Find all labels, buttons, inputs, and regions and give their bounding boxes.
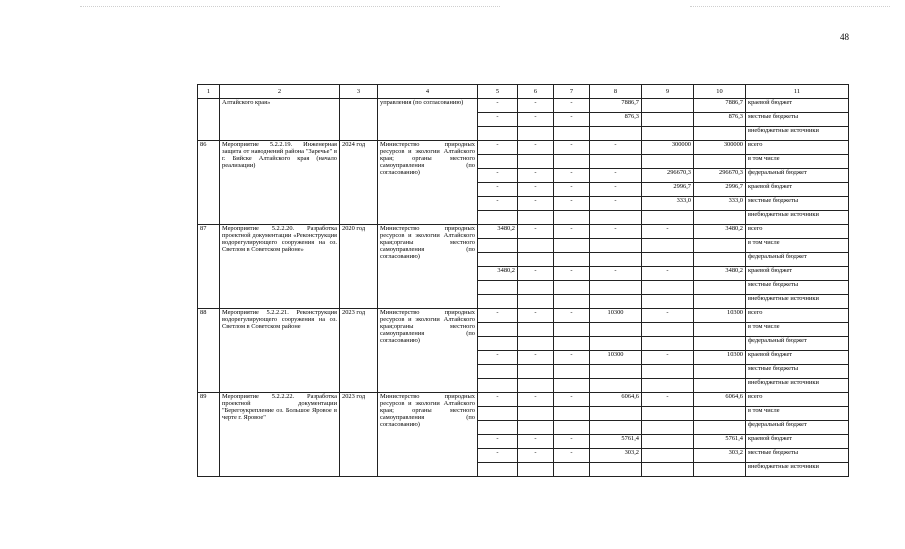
- amount-cell: 303,2: [590, 449, 642, 463]
- amount-cell: [518, 323, 554, 337]
- amount-cell: -: [518, 141, 554, 155]
- amount-cell: [478, 295, 518, 309]
- amount-cell: 3480,2: [694, 225, 746, 239]
- amount-cell: 5761,4: [694, 435, 746, 449]
- amount-cell: -: [554, 141, 590, 155]
- amount-cell: -: [518, 449, 554, 463]
- funding-source-cell: краевой бюджет: [746, 351, 849, 365]
- amount-cell: 10300: [590, 351, 642, 365]
- amount-cell: -: [590, 267, 642, 281]
- amount-cell: 10300: [694, 309, 746, 323]
- activity-name-cell: Алтайского края»: [220, 99, 340, 141]
- amount-cell: [642, 463, 694, 477]
- executor-cell: Министерство природных ресурсов и экологии Алтайского края; органы местного самоуправления (по согласованию): [378, 393, 478, 477]
- table-row: [198, 309, 849, 323]
- row-number-cell: [198, 99, 220, 141]
- amount-cell: [642, 435, 694, 449]
- amount-cell: [554, 463, 590, 477]
- funding-source-cell: в том числе: [746, 239, 849, 253]
- funding-source-cell: местные бюджеты: [746, 113, 849, 127]
- amount-cell: [590, 407, 642, 421]
- amount-cell: -: [554, 393, 590, 407]
- amount-cell: [554, 211, 590, 225]
- amount-cell: -: [642, 225, 694, 239]
- amount-cell: -: [554, 435, 590, 449]
- amount-cell: -: [642, 309, 694, 323]
- amount-cell: [642, 421, 694, 435]
- amount-cell: [642, 253, 694, 267]
- amount-cell: [518, 407, 554, 421]
- amount-cell: [478, 253, 518, 267]
- funding-source-cell: федеральный бюджет: [746, 169, 849, 183]
- funding-source-cell: внебюджетные источники: [746, 463, 849, 477]
- amount-cell: 300000: [694, 141, 746, 155]
- amount-cell: [478, 281, 518, 295]
- amount-cell: 296670,3: [694, 169, 746, 183]
- amount-cell: [590, 253, 642, 267]
- amount-cell: [554, 295, 590, 309]
- amount-cell: [642, 211, 694, 225]
- amount-cell: [590, 421, 642, 435]
- amount-cell: [478, 365, 518, 379]
- funding-source-cell: внебюджетные источники: [746, 127, 849, 141]
- amount-cell: [694, 239, 746, 253]
- amount-cell: -: [478, 435, 518, 449]
- funding-source-cell: краевой бюджет: [746, 99, 849, 113]
- funding-source-cell: внебюджетные источники: [746, 295, 849, 309]
- funding-source-cell: всего: [746, 141, 849, 155]
- amount-cell: [554, 407, 590, 421]
- amount-cell: 7886,7: [590, 99, 642, 113]
- column-header: 3: [340, 85, 378, 99]
- amount-cell: [694, 211, 746, 225]
- table-row: [198, 99, 849, 113]
- column-header: 9: [642, 85, 694, 99]
- amount-cell: -: [518, 267, 554, 281]
- amount-cell: -: [478, 183, 518, 197]
- amount-cell: [590, 281, 642, 295]
- funding-source-cell: всего: [746, 225, 849, 239]
- amount-cell: [694, 463, 746, 477]
- activity-name-cell: Мероприятие 5.2.2.22. Разработка проектной документации "Берегоукрепление оз. Большое Яровое в черте г. Яровое": [220, 393, 340, 477]
- table-row: [198, 225, 849, 239]
- amount-cell: [478, 211, 518, 225]
- amount-cell: -: [590, 141, 642, 155]
- amount-cell: [642, 407, 694, 421]
- column-header: 5: [478, 85, 518, 99]
- amount-cell: [642, 281, 694, 295]
- amount-cell: [518, 127, 554, 141]
- amount-cell: [642, 379, 694, 393]
- amount-cell: 876,3: [590, 113, 642, 127]
- amount-cell: [590, 155, 642, 169]
- funding-source-cell: краевой бюджет: [746, 267, 849, 281]
- funding-source-cell: местные бюджеты: [746, 449, 849, 463]
- activity-name-cell: Мероприятие 5.2.2.21. Реконструкция водорегулирующего сооружения на оз. Светлом в Советском районе: [220, 309, 340, 393]
- amount-cell: -: [518, 225, 554, 239]
- amount-cell: -: [478, 309, 518, 323]
- amount-cell: [478, 421, 518, 435]
- amount-cell: 6064,6: [590, 393, 642, 407]
- amount-cell: 10300: [590, 309, 642, 323]
- amount-cell: [642, 155, 694, 169]
- amount-cell: -: [554, 183, 590, 197]
- amount-cell: [694, 337, 746, 351]
- executor-cell: Министерство природных ресурсов и экологии Алтайского края;органы местного самоуправления (по согласованию): [378, 225, 478, 309]
- amount-cell: [694, 421, 746, 435]
- amount-cell: -: [554, 169, 590, 183]
- amount-cell: [694, 127, 746, 141]
- column-header: 1: [198, 85, 220, 99]
- amount-cell: [554, 127, 590, 141]
- scan-border-top: [80, 6, 500, 7]
- amount-cell: -: [554, 113, 590, 127]
- amount-cell: 3480,2: [694, 267, 746, 281]
- amount-cell: -: [478, 141, 518, 155]
- column-header: 11: [746, 85, 849, 99]
- amount-cell: [518, 295, 554, 309]
- amount-cell: [554, 323, 590, 337]
- row-number-cell: 89: [198, 393, 220, 477]
- column-header: 2: [220, 85, 340, 99]
- year-cell: 2023 год: [340, 309, 378, 393]
- amount-cell: [590, 463, 642, 477]
- amount-cell: [590, 295, 642, 309]
- amount-cell: 303,2: [694, 449, 746, 463]
- amount-cell: [590, 337, 642, 351]
- amount-cell: -: [554, 99, 590, 113]
- table-row: [198, 141, 849, 155]
- program-activities-table: [197, 84, 849, 477]
- activity-name-cell: Мероприятие 5.2.2.19. Инженерная защита от наводнений района "Заречье" в г. Бийске Алтайского края (начало реализации): [220, 141, 340, 225]
- funding-source-cell: краевой бюджет: [746, 435, 849, 449]
- amount-cell: [642, 127, 694, 141]
- funding-source-cell: всего: [746, 393, 849, 407]
- amount-cell: -: [554, 351, 590, 365]
- amount-cell: 2996,7: [642, 183, 694, 197]
- amount-cell: -: [478, 113, 518, 127]
- amount-cell: -: [478, 169, 518, 183]
- row-number-cell: 87: [198, 225, 220, 309]
- amount-cell: [478, 463, 518, 477]
- amount-cell: [518, 337, 554, 351]
- amount-cell: [478, 155, 518, 169]
- column-header: 6: [518, 85, 554, 99]
- amount-cell: -: [518, 309, 554, 323]
- amount-cell: -: [554, 449, 590, 463]
- amount-cell: [642, 337, 694, 351]
- amount-cell: -: [518, 351, 554, 365]
- amount-cell: [642, 449, 694, 463]
- amount-cell: [518, 253, 554, 267]
- amount-cell: -: [518, 169, 554, 183]
- amount-cell: -: [518, 113, 554, 127]
- funding-source-cell: местные бюджеты: [746, 281, 849, 295]
- year-cell: 2023 год: [340, 393, 378, 477]
- amount-cell: [642, 113, 694, 127]
- amount-cell: -: [554, 197, 590, 211]
- amount-cell: [478, 127, 518, 141]
- amount-cell: -: [478, 351, 518, 365]
- amount-cell: 333,0: [642, 197, 694, 211]
- funding-source-cell: в том числе: [746, 323, 849, 337]
- amount-cell: [694, 379, 746, 393]
- amount-cell: [694, 155, 746, 169]
- amount-cell: -: [518, 197, 554, 211]
- amount-cell: [518, 379, 554, 393]
- column-header: 7: [554, 85, 590, 99]
- amount-cell: -: [590, 225, 642, 239]
- amount-cell: [518, 211, 554, 225]
- amount-cell: -: [518, 99, 554, 113]
- executor-cell: Министерство природных ресурсов и экологии Алтайского края;органы местного самоуправления (по согласованию): [378, 309, 478, 393]
- amount-cell: 5761,4: [590, 435, 642, 449]
- amount-cell: 333,0: [694, 197, 746, 211]
- executor-cell: Министерство природных ресурсов и экологии Алтайского края; органы местного самоуправления (по согласованию): [378, 141, 478, 225]
- amount-cell: [478, 337, 518, 351]
- year-cell: [340, 99, 378, 141]
- amount-cell: [694, 365, 746, 379]
- amount-cell: [590, 127, 642, 141]
- table-row: [198, 393, 849, 407]
- amount-cell: -: [642, 351, 694, 365]
- amount-cell: [554, 379, 590, 393]
- amount-cell: 6064,6: [694, 393, 746, 407]
- activity-name-cell: Мероприятие 5.2.2.20. Разработка проектной документации «Реконструкция водорегулирующего сооружения на оз. Светлом в Советском районе»: [220, 225, 340, 309]
- amount-cell: [590, 239, 642, 253]
- amount-cell: -: [554, 267, 590, 281]
- amount-cell: [694, 295, 746, 309]
- amount-cell: [554, 337, 590, 351]
- amount-cell: -: [478, 197, 518, 211]
- amount-cell: [478, 323, 518, 337]
- funding-source-cell: в том числе: [746, 407, 849, 421]
- amount-cell: -: [590, 197, 642, 211]
- funding-source-cell: местные бюджеты: [746, 365, 849, 379]
- amount-cell: [478, 407, 518, 421]
- amount-cell: 3480,2: [478, 267, 518, 281]
- amount-cell: [590, 379, 642, 393]
- amount-cell: [518, 365, 554, 379]
- funding-source-cell: всего: [746, 309, 849, 323]
- year-cell: 2024 год: [340, 141, 378, 225]
- amount-cell: [518, 155, 554, 169]
- amount-cell: -: [554, 309, 590, 323]
- amount-cell: [518, 421, 554, 435]
- column-header: 10: [694, 85, 746, 99]
- amount-cell: -: [518, 183, 554, 197]
- amount-cell: -: [554, 225, 590, 239]
- funding-source-cell: федеральный бюджет: [746, 253, 849, 267]
- amount-cell: [694, 407, 746, 421]
- funding-source-cell: местные бюджеты: [746, 197, 849, 211]
- amount-cell: -: [590, 183, 642, 197]
- column-header: 4: [378, 85, 478, 99]
- amount-cell: -: [642, 393, 694, 407]
- amount-cell: [518, 463, 554, 477]
- column-header: 8: [590, 85, 642, 99]
- row-number-cell: 88: [198, 309, 220, 393]
- amount-cell: -: [478, 449, 518, 463]
- amount-cell: -: [518, 393, 554, 407]
- amount-cell: [554, 365, 590, 379]
- amount-cell: [590, 365, 642, 379]
- funding-source-cell: федеральный бюджет: [746, 421, 849, 435]
- amount-cell: [642, 295, 694, 309]
- amount-cell: -: [642, 267, 694, 281]
- funding-source-cell: краевой бюджет: [746, 183, 849, 197]
- amount-cell: [642, 239, 694, 253]
- amount-cell: 3480,2: [478, 225, 518, 239]
- funding-source-cell: в том числе: [746, 155, 849, 169]
- table-header-row: [198, 85, 849, 99]
- page-number: 48: [840, 32, 849, 42]
- amount-cell: 7886,7: [694, 99, 746, 113]
- amount-cell: [694, 323, 746, 337]
- row-number-cell: 86: [198, 141, 220, 225]
- amount-cell: [694, 281, 746, 295]
- amount-cell: [478, 239, 518, 253]
- amount-cell: [590, 323, 642, 337]
- scan-border-top-right: [690, 6, 890, 7]
- amount-cell: [642, 99, 694, 113]
- funding-source-cell: внебюджетные источники: [746, 211, 849, 225]
- year-cell: 2020 год: [340, 225, 378, 309]
- amount-cell: [518, 239, 554, 253]
- amount-cell: [590, 211, 642, 225]
- amount-cell: [694, 253, 746, 267]
- amount-cell: [554, 253, 590, 267]
- amount-cell: [554, 421, 590, 435]
- amount-cell: [642, 365, 694, 379]
- amount-cell: -: [478, 99, 518, 113]
- amount-cell: -: [590, 169, 642, 183]
- funding-source-cell: федеральный бюджет: [746, 337, 849, 351]
- amount-cell: [554, 281, 590, 295]
- executor-cell: управления (по согласованию): [378, 99, 478, 141]
- amount-cell: [478, 379, 518, 393]
- amount-cell: -: [478, 393, 518, 407]
- amount-cell: 10300: [694, 351, 746, 365]
- amount-cell: 300000: [642, 141, 694, 155]
- amount-cell: 296670,3: [642, 169, 694, 183]
- amount-cell: [518, 281, 554, 295]
- amount-cell: -: [518, 435, 554, 449]
- amount-cell: [554, 239, 590, 253]
- amount-cell: [642, 323, 694, 337]
- amount-cell: 2996,7: [694, 183, 746, 197]
- funding-source-cell: внебюджетные источники: [746, 379, 849, 393]
- amount-cell: 876,3: [694, 113, 746, 127]
- amount-cell: [554, 155, 590, 169]
